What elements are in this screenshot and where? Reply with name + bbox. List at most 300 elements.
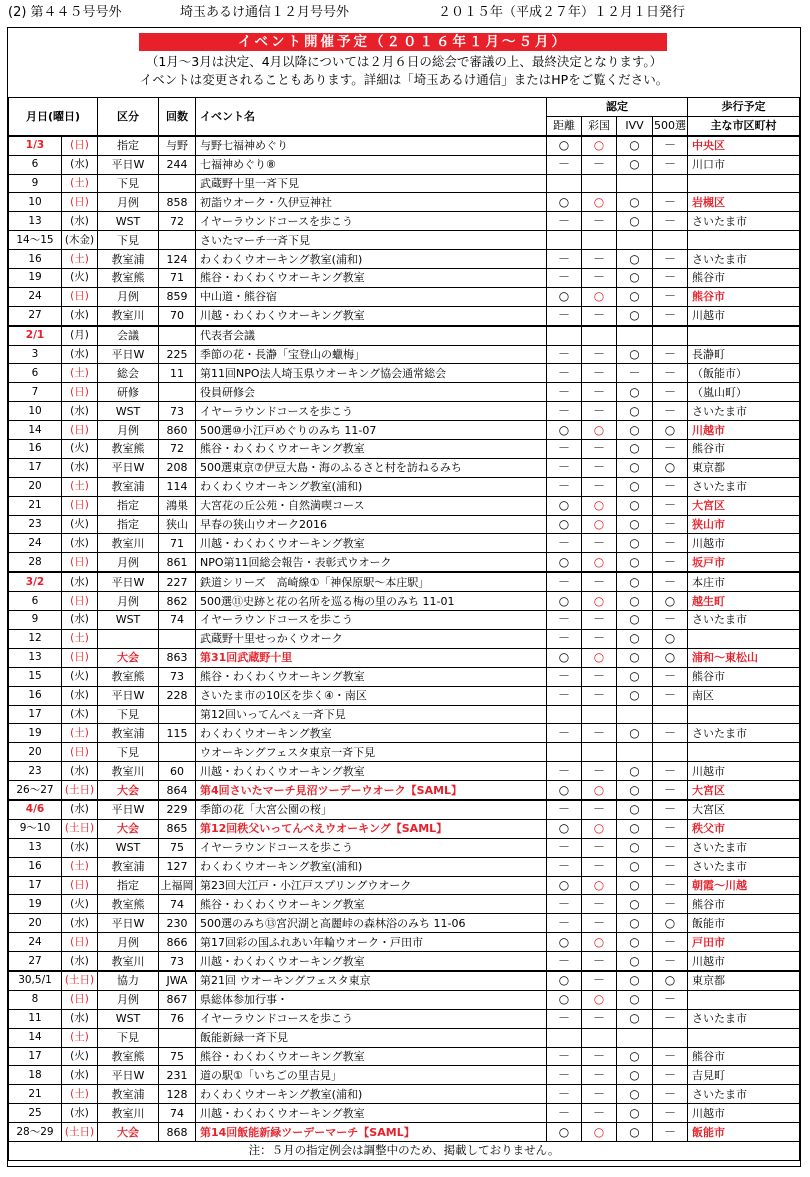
cert-distance: － xyxy=(547,629,582,648)
cert-distance: ○ xyxy=(547,819,582,838)
event-date: 27 xyxy=(9,306,62,325)
cert-500 xyxy=(653,174,688,193)
event-weekday: (土日) xyxy=(62,971,98,990)
cert-distance: － xyxy=(547,477,582,496)
cert-500: － xyxy=(653,269,688,288)
cert-distance: － xyxy=(547,345,582,364)
cert-ivv: ○ xyxy=(617,800,653,819)
event-count: 鴻巣 xyxy=(159,496,196,515)
event-area: 大宮区 xyxy=(688,800,800,819)
cert-distance: － xyxy=(547,1066,582,1085)
event-count: 128 xyxy=(159,1085,196,1104)
cert-distance: － xyxy=(547,572,582,591)
event-area: さいたま市 xyxy=(688,724,800,743)
cert-500: － xyxy=(653,250,688,269)
event-name: 第12回いってんべぇ一斉下見 xyxy=(196,705,547,724)
event-date: 20 xyxy=(9,477,62,496)
cert-ivv: ○ xyxy=(617,895,653,914)
event-name: 早春の狭山ウオーク2016 xyxy=(196,515,547,534)
event-row xyxy=(9,250,800,269)
cert-500: ○ xyxy=(653,458,688,477)
event-area: 坂戸市 xyxy=(688,553,800,572)
event-category: 月例 xyxy=(98,287,159,306)
cert-500: － xyxy=(653,781,688,800)
cert-saikoku: － xyxy=(582,629,617,648)
event-name: 第14回飯能新緑ツーデーマーチ【SAML】 xyxy=(196,1123,547,1142)
event-date: 17 xyxy=(9,1047,62,1066)
event-count xyxy=(159,326,196,345)
event-area: 川越市 xyxy=(688,1104,800,1123)
cert-500: － xyxy=(653,477,688,496)
cert-500 xyxy=(653,1028,688,1047)
event-row xyxy=(9,743,800,762)
cert-500: － xyxy=(653,383,688,402)
cert-saikoku: － xyxy=(582,611,617,630)
event-name: 第4回さいたマーチ見沼ツーデーウオーク【SAML】 xyxy=(196,781,547,800)
event-category: 平日W xyxy=(98,1066,159,1085)
event-area: さいたま市 xyxy=(688,477,800,496)
event-weekday: (土) xyxy=(62,1085,98,1104)
event-date: 3 xyxy=(9,345,62,364)
event-date: 26～27 xyxy=(9,781,62,800)
event-count: 244 xyxy=(159,155,196,174)
event-row xyxy=(9,496,800,515)
event-area: 熊谷市 xyxy=(688,667,800,686)
cert-saikoku: ○ xyxy=(582,933,617,952)
cert-distance: ○ xyxy=(547,592,582,611)
event-name: 与野七福神めぐり xyxy=(196,136,547,155)
event-date: 4/6 xyxy=(9,800,62,819)
event-row xyxy=(9,155,800,174)
event-area xyxy=(688,174,800,193)
event-weekday: (水) xyxy=(62,534,98,553)
event-count: 114 xyxy=(159,477,196,496)
cert-ivv: ○ xyxy=(617,592,653,611)
event-count: 73 xyxy=(159,952,196,971)
event-category: 教室川 xyxy=(98,1104,159,1123)
event-date: 23 xyxy=(9,762,62,781)
cert-500: － xyxy=(653,572,688,591)
event-category: WST xyxy=(98,838,159,857)
event-area: さいたま市 xyxy=(688,250,800,269)
event-name: わくわくウオーキング教室(浦和) xyxy=(196,857,547,876)
cert-ivv: ○ xyxy=(617,667,653,686)
cert-500 xyxy=(653,743,688,762)
event-date: 18 xyxy=(9,1066,62,1085)
event-name: 道の駅①「いちごの里吉見」 xyxy=(196,1066,547,1085)
cert-distance: ○ xyxy=(547,193,582,212)
event-weekday: (土) xyxy=(62,174,98,193)
event-name: 500選⑩小江戸めぐりのみち 11-07 xyxy=(196,421,547,440)
event-weekday: (木金) xyxy=(62,231,98,250)
event-category: 教室川 xyxy=(98,762,159,781)
event-category xyxy=(98,629,159,648)
event-row xyxy=(9,648,800,667)
event-area: （嵐山町） xyxy=(688,383,800,402)
event-count: 229 xyxy=(159,800,196,819)
cert-saikoku: － xyxy=(582,914,617,933)
event-date: 16 xyxy=(9,686,62,705)
event-count: 124 xyxy=(159,250,196,269)
event-area: 大宮区 xyxy=(688,781,800,800)
col-area-top: 歩行予定 xyxy=(688,98,800,117)
event-row xyxy=(9,458,800,477)
event-count: 74 xyxy=(159,611,196,630)
event-row xyxy=(9,838,800,857)
event-name: 熊谷・わくわくウオーキング教室 xyxy=(196,1047,547,1066)
event-category: 月例 xyxy=(98,553,159,572)
event-area: 狭山市 xyxy=(688,515,800,534)
event-date: 9 xyxy=(9,174,62,193)
event-category: 研修 xyxy=(98,383,159,402)
event-weekday: (日) xyxy=(62,743,98,762)
event-category: 大会 xyxy=(98,648,159,667)
cert-distance: － xyxy=(547,1104,582,1123)
col-cert: 認定 xyxy=(547,98,688,117)
cert-distance: － xyxy=(547,402,582,421)
event-weekday: (土) xyxy=(62,1028,98,1047)
cert-distance: － xyxy=(547,762,582,781)
event-area: さいたま市 xyxy=(688,212,800,231)
col-area-bottom: 主な市区町村 xyxy=(688,116,800,135)
cert-distance: ○ xyxy=(547,136,582,155)
event-row xyxy=(9,895,800,914)
cert-distance: ○ xyxy=(547,876,582,895)
event-area xyxy=(688,231,800,250)
event-date: 24 xyxy=(9,933,62,952)
event-weekday: (火) xyxy=(62,440,98,459)
cert-500: － xyxy=(653,838,688,857)
cert-500: － xyxy=(653,345,688,364)
event-row xyxy=(9,534,800,553)
event-weekday: (日) xyxy=(62,421,98,440)
event-row xyxy=(9,1123,800,1142)
cert-500: ○ xyxy=(653,971,688,990)
event-row xyxy=(9,345,800,364)
cert-saikoku xyxy=(582,231,617,250)
event-area: さいたま市 xyxy=(688,611,800,630)
cert-ivv xyxy=(617,231,653,250)
event-count: 227 xyxy=(159,572,196,591)
cert-distance: ○ xyxy=(547,287,582,306)
cert-500: － xyxy=(653,933,688,952)
cert-500: － xyxy=(653,193,688,212)
cert-ivv: ○ xyxy=(617,345,653,364)
event-date: 19 xyxy=(9,269,62,288)
event-row xyxy=(9,667,800,686)
event-row xyxy=(9,990,800,1009)
event-weekday: (土日) xyxy=(62,1123,98,1142)
event-count: 858 xyxy=(159,193,196,212)
event-row xyxy=(9,686,800,705)
cert-500: － xyxy=(653,287,688,306)
cert-500: － xyxy=(653,724,688,743)
event-area: さいたま市 xyxy=(688,1085,800,1104)
cert-ivv: ○ xyxy=(617,686,653,705)
event-category: 指定 xyxy=(98,136,159,155)
cert-500 xyxy=(653,231,688,250)
cert-500: － xyxy=(653,1123,688,1142)
cert-distance: － xyxy=(547,383,582,402)
event-weekday: (日) xyxy=(62,287,98,306)
event-count: 225 xyxy=(159,345,196,364)
cert-500: － xyxy=(653,895,688,914)
event-name: 500選東京⑦伊豆大島・海のふるさと村を訪ねるみち xyxy=(196,458,547,477)
event-weekday: (水) xyxy=(62,838,98,857)
event-row xyxy=(9,326,800,345)
event-name: 第12回秩父いってんべえウオーキング【SAML】 xyxy=(196,819,547,838)
event-count: 860 xyxy=(159,421,196,440)
event-row xyxy=(9,762,800,781)
cert-saikoku: － xyxy=(582,1085,617,1104)
cert-ivv: ○ xyxy=(617,1123,653,1142)
event-weekday: (水) xyxy=(62,155,98,174)
cert-500: － xyxy=(653,611,688,630)
event-name: イヤーラウンドコースを歩こう xyxy=(196,838,547,857)
event-weekday: (土日) xyxy=(62,819,98,838)
cert-saikoku: ○ xyxy=(582,990,617,1009)
event-weekday: (土) xyxy=(62,857,98,876)
event-row xyxy=(9,174,800,193)
event-row xyxy=(9,421,800,440)
event-area: さいたま市 xyxy=(688,1009,800,1028)
cert-ivv: ○ xyxy=(617,515,653,534)
cert-saikoku xyxy=(582,1028,617,1047)
cert-500 xyxy=(653,326,688,345)
cert-ivv: ○ xyxy=(617,781,653,800)
cert-500: － xyxy=(653,534,688,553)
event-category: 平日W xyxy=(98,914,159,933)
event-count: 230 xyxy=(159,914,196,933)
cert-500: － xyxy=(653,800,688,819)
event-date: 21 xyxy=(9,1085,62,1104)
event-category: 月例 xyxy=(98,592,159,611)
cert-saikoku: ○ xyxy=(582,287,617,306)
event-count: 228 xyxy=(159,686,196,705)
event-name: 武蔵野十里せっかくウオーク xyxy=(196,629,547,648)
cert-ivv: ○ xyxy=(617,1009,653,1028)
event-category: WST xyxy=(98,212,159,231)
event-category: 平日W xyxy=(98,345,159,364)
cert-saikoku: － xyxy=(582,534,617,553)
event-weekday: (日) xyxy=(62,136,98,155)
event-count xyxy=(159,231,196,250)
cert-saikoku: － xyxy=(582,1066,617,1085)
issue-date: ２０１５年（平成２７年）１２月１日発行 xyxy=(438,5,686,20)
cert-saikoku: － xyxy=(582,458,617,477)
event-count: JWA xyxy=(159,971,196,990)
cert-ivv: ○ xyxy=(617,914,653,933)
event-area xyxy=(688,629,800,648)
cert-distance: － xyxy=(547,250,582,269)
event-category: 平日W xyxy=(98,686,159,705)
cert-ivv: ○ xyxy=(617,136,653,155)
cert-500: ○ xyxy=(653,421,688,440)
cert-500: － xyxy=(653,136,688,155)
event-category: 平日W xyxy=(98,572,159,591)
event-name: 季節の花「大宮公園の桜」 xyxy=(196,800,547,819)
cert-distance: － xyxy=(547,458,582,477)
cert-distance: － xyxy=(547,895,582,914)
cert-ivv: ○ xyxy=(617,402,653,421)
event-date: 24 xyxy=(9,287,62,306)
event-name: さいたマーチ一斉下見 xyxy=(196,231,547,250)
event-category: 月例 xyxy=(98,933,159,952)
event-area xyxy=(688,990,800,1009)
event-area: 川越市 xyxy=(688,762,800,781)
cert-ivv: ○ xyxy=(617,212,653,231)
cert-saikoku: － xyxy=(582,971,617,990)
event-category: 大会 xyxy=(98,819,159,838)
event-area: 川越市 xyxy=(688,306,800,325)
event-name: 大宮花の丘公苑・自然満喫コース xyxy=(196,496,547,515)
event-weekday: (水) xyxy=(62,212,98,231)
cert-saikoku: ○ xyxy=(582,553,617,572)
event-count: 115 xyxy=(159,724,196,743)
cert-ivv: ○ xyxy=(617,269,653,288)
footnote: 注：５月の指定例会は調整中のため、掲載しておりません。 xyxy=(9,1141,800,1160)
cert-saikoku: － xyxy=(582,155,617,174)
event-area: 朝霞～川越 xyxy=(688,876,800,895)
event-row xyxy=(9,1104,800,1123)
event-name: 鉄道シリーズ 高崎線①「神保原駅～本庄駅」 xyxy=(196,572,547,591)
event-area: 南区 xyxy=(688,686,800,705)
cert-ivv xyxy=(617,705,653,724)
event-date: 19 xyxy=(9,895,62,914)
event-weekday: (水) xyxy=(62,611,98,630)
event-area: 川越市 xyxy=(688,534,800,553)
cert-saikoku: － xyxy=(582,1047,617,1066)
event-count: 74 xyxy=(159,1104,196,1123)
event-category: 下見 xyxy=(98,743,159,762)
event-row xyxy=(9,402,800,421)
event-count: 863 xyxy=(159,648,196,667)
event-date: 20 xyxy=(9,743,62,762)
event-name: 川越・わくわくウオーキング教室 xyxy=(196,306,547,325)
event-category: 教室浦 xyxy=(98,250,159,269)
event-name: 第11回NPO法人埼玉県ウオーキング協会通常総会 xyxy=(196,364,547,383)
event-weekday: (月) xyxy=(62,326,98,345)
event-weekday: (水) xyxy=(62,402,98,421)
col-count: 回数 xyxy=(159,98,196,136)
col-date: 月日(曜日) xyxy=(9,98,98,136)
col-event: イベント名 xyxy=(196,98,547,136)
cert-ivv: ○ xyxy=(617,553,653,572)
event-category: 平日W xyxy=(98,458,159,477)
cert-500: － xyxy=(653,952,688,971)
event-date: 14 xyxy=(9,421,62,440)
event-area: （飯能市） xyxy=(688,364,800,383)
event-weekday: (日) xyxy=(62,648,98,667)
cert-distance: － xyxy=(547,914,582,933)
cert-ivv: ○ xyxy=(617,648,653,667)
event-count xyxy=(159,174,196,193)
event-weekday: (土) xyxy=(62,629,98,648)
cert-saikoku xyxy=(582,743,617,762)
event-weekday: (日) xyxy=(62,193,98,212)
cert-saikoku: ○ xyxy=(582,876,617,895)
cert-distance xyxy=(547,705,582,724)
cert-saikoku: ○ xyxy=(582,496,617,515)
event-area: 長瀞町 xyxy=(688,345,800,364)
event-row xyxy=(9,819,800,838)
footnote-row xyxy=(9,1141,800,1160)
event-name: 第23回大江戸・小江戸スプリングウオーク xyxy=(196,876,547,895)
event-category: 下見 xyxy=(98,1028,159,1047)
event-date: 14～15 xyxy=(9,231,62,250)
cert-saikoku: － xyxy=(582,402,617,421)
event-name: イヤーラウンドコースを歩こう xyxy=(196,402,547,421)
cert-500: － xyxy=(653,306,688,325)
cert-500: － xyxy=(653,876,688,895)
event-count: 70 xyxy=(159,306,196,325)
event-name: わくわくウオーキング教室 xyxy=(196,724,547,743)
issue-number: (2) 第４４５号号外 xyxy=(8,5,122,20)
event-weekday: (水) xyxy=(62,800,98,819)
event-row xyxy=(9,971,800,990)
event-date: 10 xyxy=(9,193,62,212)
event-weekday: (木) xyxy=(62,705,98,724)
event-date: 8 xyxy=(9,990,62,1009)
event-row xyxy=(9,781,800,800)
event-row xyxy=(9,857,800,876)
event-date: 6 xyxy=(9,364,62,383)
event-date: 28 xyxy=(9,553,62,572)
cert-saikoku: － xyxy=(582,1104,617,1123)
event-area: 熊谷市 xyxy=(688,440,800,459)
event-row xyxy=(9,306,800,325)
event-row xyxy=(9,383,800,402)
event-weekday: (日) xyxy=(62,496,98,515)
event-category: 指定 xyxy=(98,515,159,534)
event-name: 代表者会議 xyxy=(196,326,547,345)
cert-saikoku: － xyxy=(582,383,617,402)
event-name: 中山道・熊谷宿 xyxy=(196,287,547,306)
event-name: 武蔵野十里一斉下見 xyxy=(196,174,547,193)
subtitle-change-note: イベントは変更されることもあります。詳細は「埼玉あるけ通信」またはHPをご覧ください。 xyxy=(139,72,669,87)
subtitle-decision-note: （1月～3月は決定、4月以降については２月６日の総会で審議の上、最終決定となります。） xyxy=(145,54,663,69)
cert-saikoku: － xyxy=(582,1009,617,1028)
event-area: 飯能市 xyxy=(688,1123,800,1142)
cert-saikoku: － xyxy=(582,952,617,971)
event-date: 16 xyxy=(9,250,62,269)
event-row xyxy=(9,705,800,724)
cert-500: － xyxy=(653,1085,688,1104)
cert-ivv xyxy=(617,174,653,193)
cert-500: ○ xyxy=(653,592,688,611)
cert-distance: － xyxy=(547,667,582,686)
cert-ivv: － xyxy=(617,364,653,383)
event-row xyxy=(9,553,800,572)
event-row xyxy=(9,212,800,231)
cert-ivv: ○ xyxy=(617,952,653,971)
event-weekday: (土) xyxy=(62,724,98,743)
event-weekday: (土) xyxy=(62,364,98,383)
event-category: 教室川 xyxy=(98,534,159,553)
event-count: 74 xyxy=(159,895,196,914)
newsletter-title: 埼玉あるけ通信１２月号号外 xyxy=(180,5,350,20)
event-name: イヤーラウンドコースを歩こう xyxy=(196,212,547,231)
event-weekday: (日) xyxy=(62,933,98,952)
cert-saikoku: － xyxy=(582,895,617,914)
event-name: さいたま市の10区を歩く④・南区 xyxy=(196,686,547,705)
event-row xyxy=(9,629,800,648)
event-weekday: (火) xyxy=(62,269,98,288)
event-row xyxy=(9,1047,800,1066)
cert-ivv: ○ xyxy=(617,155,653,174)
event-name: ウオーキングフェスタ東京一斉下見 xyxy=(196,743,547,762)
event-category: 大会 xyxy=(98,1123,159,1142)
